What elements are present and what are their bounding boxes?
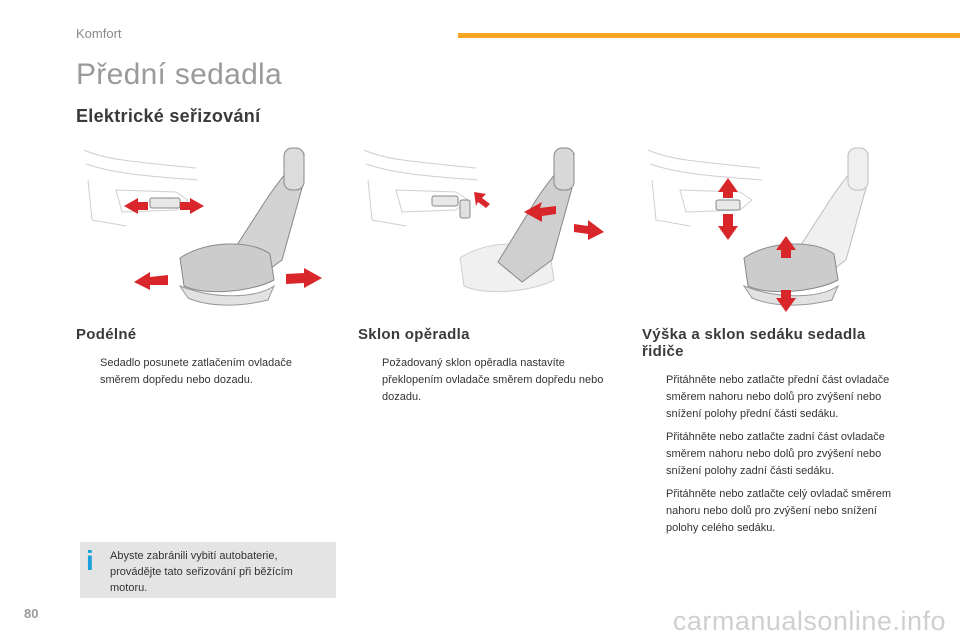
chapter-label: Komfort — [76, 26, 122, 41]
page-title: Přední sedadla — [76, 58, 283, 91]
watermark: carmanualsonline.info — [672, 606, 946, 636]
list-item — [642, 486, 910, 537]
page-number: 80 — [24, 606, 39, 621]
info-note — [80, 542, 336, 598]
column-title: Sklon opěradla — [358, 326, 470, 343]
info-icon: i — [86, 545, 94, 576]
backrest-lever — [460, 200, 470, 218]
column-title: Výška a sklon sedáku sedadla řidiče — [642, 326, 866, 360]
seat-icon — [460, 148, 574, 292]
lever-arrows-icon — [474, 192, 490, 208]
column-height — [642, 326, 910, 537]
list-item-text: Přitáhněte nebo zatlačte přední část ovladače směrem nahoru nebo dolů pro zvýšení nebo snížení polohy přední části sedáku. — [666, 374, 890, 420]
column-backrest — [358, 326, 608, 406]
list-item — [642, 372, 910, 423]
list-item — [358, 355, 608, 406]
seat-height-illustration — [640, 140, 900, 315]
list-item — [76, 355, 326, 389]
header-accent-bar — [458, 33, 960, 38]
seat-icon — [180, 148, 304, 305]
list-item-text: Požadovaný sklon opěradla nastavíte překlopením ovladače směrem dopředu nebo dozadu. — [382, 357, 604, 403]
list-item-text: Přitáhněte nebo zatlačte celý ovladač směrem nahoru nebo dolů pro zvýšení nebo snížení polohy celého sedáku. — [666, 488, 892, 534]
seat-longitudinal-illustration — [76, 140, 336, 315]
seat-switch — [150, 198, 180, 208]
section-title: Elektrické seřizování — [76, 106, 261, 126]
seat-backrest-illustration — [356, 140, 616, 315]
seat-switch — [716, 200, 740, 210]
list-item-text: Sedadlo posunete zatlačením ovladače směrem dopředu nebo dozadu. — [100, 357, 293, 386]
column-longitudinal — [76, 326, 326, 389]
info-text: Abyste zabránili vybití autobaterie, provádějte tato seřizování při běžícím motoru. — [110, 550, 293, 594]
list-item — [642, 429, 910, 480]
column-title: Podélné — [76, 326, 137, 343]
seat-switch — [432, 196, 458, 206]
list-item-text: Přitáhněte nebo zatlačte zadní část ovladače směrem nahoru nebo dolů pro zvýšení nebo snížení polohy zadní části sedáku. — [666, 431, 885, 477]
seat-icon — [744, 148, 868, 305]
